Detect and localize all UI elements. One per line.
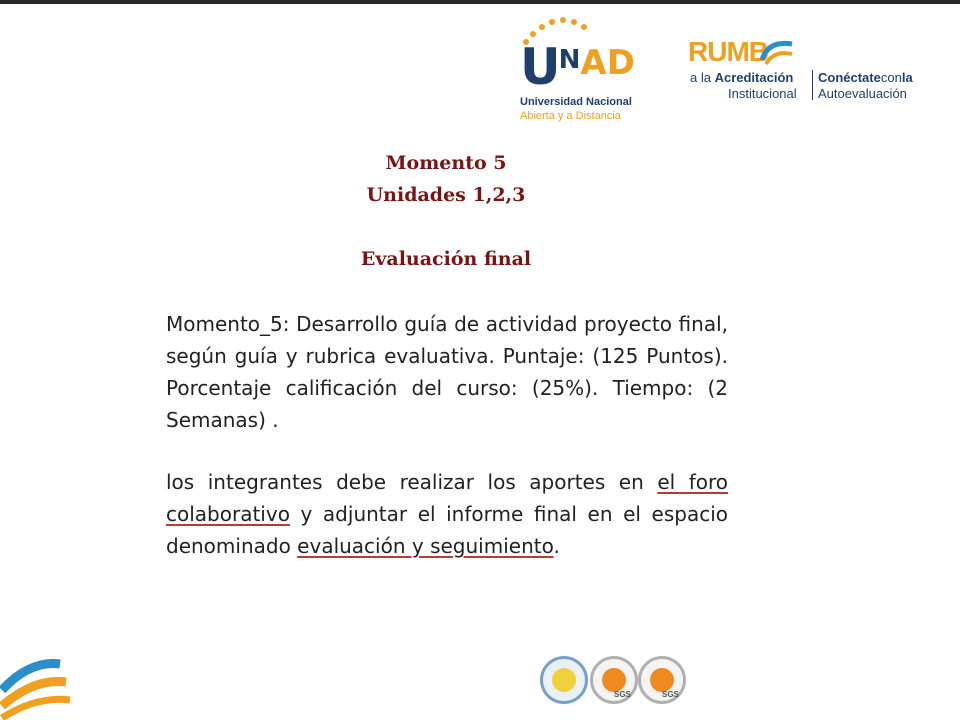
- sgs-label: SGS: [662, 690, 679, 699]
- paragraph-instructions-text-b: y adjuntar el informe final en el espacio denominado: [166, 502, 728, 558]
- unad-wordmark: UNAD: [520, 38, 635, 96]
- top-border-line: [0, 0, 960, 4]
- rumbo-divider: [812, 70, 813, 100]
- unad-subtitle-line: Abierta y a Distancia: [520, 110, 621, 122]
- paragraph-instructions-text-a: los integrantes debe realizar los aportes en: [166, 470, 658, 494]
- heading-units: Unidades 1,2,3: [366, 184, 526, 206]
- unad-logo: [518, 16, 648, 122]
- rumbo-swoosh-icon: [758, 38, 798, 68]
- link-evaluacion-seguimiento[interactable]: evaluación y seguimiento: [297, 534, 554, 558]
- rumbo-conectate-line: Conéctateconla: [818, 70, 913, 85]
- rumbo-acreditacion-line: a la Acreditación: [690, 70, 794, 85]
- paragraph-instructions-text-c: .: [553, 534, 560, 558]
- corner-arrows-icon: [0, 650, 80, 720]
- sgs-label: SGS: [614, 690, 631, 699]
- rumbo-institucional-line: Institucional: [728, 86, 797, 101]
- paragraph-activity-description: Momento_5: Desarrollo guía de actividad proyecto final, según guía y rubrica evaluativa. Puntaje: (125 Puntos). Porcentaje calificación del curso: (25%). Tiempo: (2 Semanas) .: [166, 312, 728, 432]
- rumbo-autoevaluacion-line: Autoevaluación: [818, 86, 907, 101]
- rumbo-wordmark: RUMB: [688, 36, 768, 67]
- paragraph-instructions: [166, 466, 728, 562]
- heading-evaluation: Evaluación final: [360, 248, 532, 270]
- sgs-seal-inner: [602, 668, 626, 692]
- colombia-seal-icon: [540, 656, 588, 704]
- sgs-seal-inner: [650, 668, 674, 692]
- heading-moment: Momento 5: [385, 152, 507, 174]
- colombia-seal-inner: [552, 668, 576, 692]
- link-foro-colaborativo[interactable]: el foro colaborativo: [166, 470, 728, 526]
- unad-name-line: Universidad Nacional: [520, 96, 632, 108]
- rumbo-acreditacion-logo: [688, 36, 938, 102]
